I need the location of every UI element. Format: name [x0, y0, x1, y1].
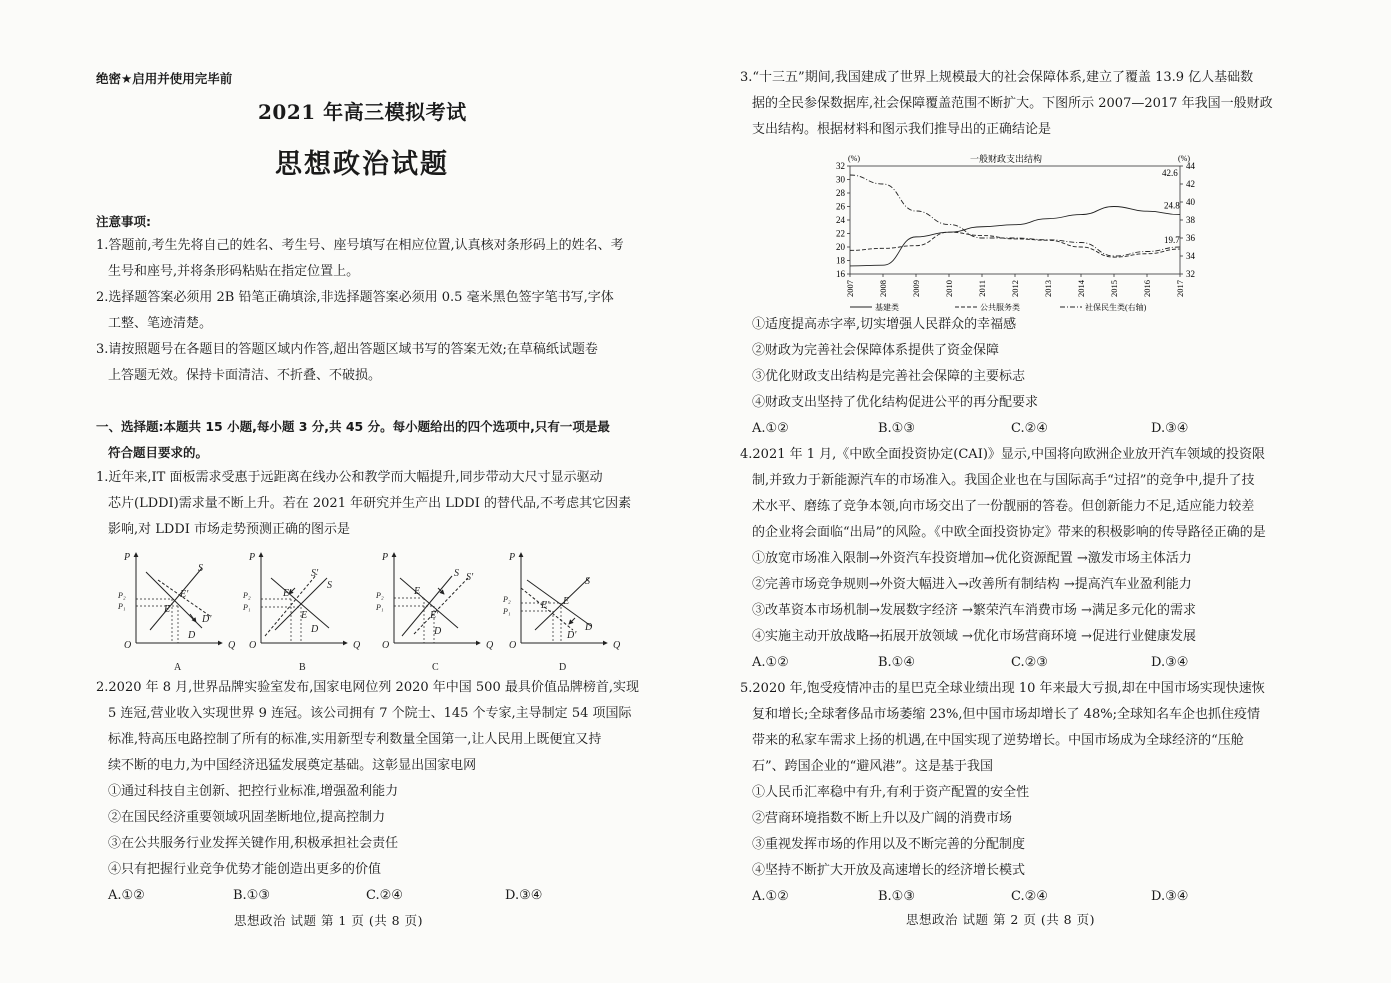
label: P₁: [376, 603, 384, 612]
label: P₂: [243, 591, 251, 600]
notice-line: 3.请按照题号在各题目的答题区域内作答,超出答题区域书写的答案无效;在草稿纸试题卷: [96, 342, 598, 357]
demand-line: [400, 578, 458, 628]
q5-item: ②营商环境指数不断上升以及广阔的消费市场: [752, 811, 1013, 826]
q2-stem: 续不断的电力,为中国经济迅猛发展奠定基础。这彰显出国家电网: [108, 758, 477, 773]
q1-stem: 芯片(LDDI)需求量不断上升。若在 2021 年研究并生产出 LDDI 的替代品,不考虑其它因素: [108, 496, 632, 511]
label: D: [585, 622, 593, 633]
series-line: [850, 175, 1180, 256]
q3-option-d[interactable]: D.③④: [1151, 421, 1189, 436]
q3-option-b[interactable]: B.①③: [878, 421, 915, 436]
label: E: [164, 604, 171, 615]
q5-item: ④坚持不断扩大开放及高速增长的经济增长模式: [752, 863, 1026, 878]
label: S: [585, 576, 590, 587]
q2-option-c[interactable]: C.②④: [366, 888, 403, 903]
x-tick-label: 2009: [911, 280, 921, 297]
label: S': [466, 572, 474, 583]
q2-item: ④只有把握行业竞争优势才能创造出更多的价值: [108, 862, 382, 877]
label: E': [541, 600, 550, 611]
page-footer: 思想政治 试题 第 2 页 (共 8 页): [906, 912, 1095, 927]
right-tick-label: 40: [1186, 197, 1195, 207]
label: Q: [228, 640, 236, 651]
label: D: [434, 626, 442, 637]
label: O: [249, 640, 257, 651]
q2-item: ③在公共服务行业发挥关键作用,积极承担社会责任: [108, 836, 399, 851]
q2-option-a[interactable]: A.①②: [108, 888, 145, 903]
q3-option-c[interactable]: C.②④: [1011, 421, 1048, 436]
label: P: [509, 552, 516, 563]
q5-item: ①人民币汇率稳中有升,有利于资产配置的安全性: [752, 785, 1030, 800]
label: P₂: [503, 595, 511, 604]
label: D': [202, 614, 212, 625]
plot-frame: [850, 166, 1180, 274]
left-tick-label: 16: [836, 269, 845, 279]
demand-line: [271, 578, 329, 628]
left-tick-label: 28: [836, 188, 845, 198]
notice-heading: 注意事项:: [96, 214, 151, 229]
left-axis-unit: (%): [848, 154, 860, 163]
label: D': [567, 630, 577, 641]
notice-line: 工整、笔迹清楚。: [108, 316, 213, 331]
q4-item: ②完善市场竞争规则→外资大幅进入→改善所有制结构 →提高汽车业盈利能力: [752, 577, 1192, 592]
q2-option-d[interactable]: D.③④: [505, 888, 543, 903]
notice-line: 1.答题前,考生先将自己的姓名、考生号、座号填写在相应位置,认真核对条形码上的姓名、考: [96, 238, 624, 253]
graph-b: [242, 552, 361, 673]
label: O: [382, 640, 390, 651]
label: E: [563, 596, 570, 607]
q4-item: ③改革资本市场机制→发展数字经济 →繁荣汽车消费市场 →满足多元化的需求: [752, 603, 1196, 618]
label: S': [311, 568, 319, 579]
q2-item: ②在国民经济重要领域巩固垄断地位,提高控制力: [108, 810, 386, 825]
label: S: [327, 580, 332, 591]
q3-stem: 支出结构。根据材料和图示我们推导出的正确结论是: [752, 122, 1052, 137]
x-tick-label: 2010: [944, 280, 954, 297]
q4-option-d[interactable]: D.③④: [1151, 655, 1189, 670]
notice-line: 上答题无效。保持卡面清洁、不折叠、不破损。: [108, 368, 382, 383]
x-tick-label: 2012: [1010, 280, 1020, 297]
q2-option-b[interactable]: B.①③: [233, 888, 270, 903]
q2-stem: 2.2020 年 8 月,世界品牌实验室发布,国家电网位列 2020 年中国 500 最具价值品牌榜首,实现: [96, 680, 639, 695]
series-line: [850, 207, 1180, 266]
q4-item: ④实施主动开放战略→拓展开放领域 →优化市场营商环境 →促进行业健康发展: [752, 629, 1196, 644]
q3-stem: 3.“十三五”期间,我国建成了世界上规模最大的社会保障体系,建立了覆盖 13.9 亿人基础数: [740, 70, 1254, 85]
section-heading: 符合题目要求的。: [108, 445, 209, 460]
label: E: [301, 610, 308, 621]
left-tick-label: 30: [836, 174, 845, 185]
label: Q: [613, 640, 621, 651]
label: O: [124, 640, 132, 651]
q4-option-a[interactable]: A.①②: [752, 655, 789, 670]
label: P: [249, 552, 256, 563]
label: P: [124, 552, 131, 563]
subject-title: 思想政治试题: [275, 149, 449, 180]
q1-stem: 影响,对 LDDI 市场走势预测正确的图示是: [108, 522, 351, 537]
q4-stem: 的企业将会面临“出局”的风险。《中欧全面投资协定》带来的积极影响的传导路径正确的是: [752, 525, 1266, 540]
label: E': [283, 588, 292, 599]
x-tick-label: 2014: [1076, 280, 1086, 297]
graph-c: [375, 552, 494, 673]
q5-option-d[interactable]: D.③④: [1151, 889, 1189, 904]
right-tick-label: 32: [1186, 269, 1195, 279]
q5-stem: 带来的私家车需求上扬的机遇,在中国实现了逆势增长。中国市场成为全球经济的“压舱: [752, 733, 1244, 748]
x-tick-label: 2007: [845, 280, 855, 297]
label: S: [454, 568, 459, 579]
legend-label: 社保民生类(右轴): [1085, 303, 1147, 312]
left-tick-label: 32: [836, 161, 845, 171]
label: Q: [486, 640, 494, 651]
x-tick-label: 2008: [878, 280, 888, 297]
x-tick-label: 2016: [1142, 280, 1152, 297]
left-tick-label: 22: [836, 228, 845, 239]
q1-graphs: [110, 548, 640, 676]
x-tick-label: 2017: [1175, 280, 1185, 297]
label: P₁: [503, 607, 511, 616]
label: P₁: [243, 603, 251, 612]
q2-item: ①通过科技自主创新、把控行业标准,增强盈利能力: [108, 784, 399, 799]
q2-stem: 标准,特高压电路控制了所有的标准,实用新型专利数量全国第一,让人民用上既便宜又持: [108, 732, 602, 747]
label: P₁: [118, 602, 126, 611]
q5-item: ③重视发挥市场的作用以及不断完善的分配制度: [752, 837, 1026, 852]
left-tick-label: 20: [836, 242, 845, 252]
label: E': [180, 589, 189, 600]
right-tick-label: 42: [1186, 179, 1195, 189]
annotation-label: 42.6: [1162, 168, 1178, 178]
label: O: [509, 640, 517, 651]
q4-item: ①放宽市场准入限制→外资汽车投资增加→优化资源配置 →激发市场主体活力: [752, 551, 1192, 566]
label: D: [311, 624, 319, 635]
left-tick-label: 18: [836, 255, 845, 266]
label: D: [188, 630, 196, 641]
q5-stem: 5.2020 年,饱受疫情冲击的星巴克全球业绩出现 10 年来最大亏损,却在中国市场实现快速恢: [740, 681, 1265, 696]
label: Q: [353, 640, 361, 651]
exam-title: 2021 年高三模拟考试: [258, 100, 467, 124]
confidential-stamp: 绝密★启用并使用完毕前: [96, 71, 233, 86]
left-tick-label: 26: [836, 201, 845, 212]
section-heading: 一、选择题:本题共 15 小题,每小题 3 分,共 45 分。每小题给出的四个选项中,只有一项是最: [96, 419, 610, 434]
label: P₂: [376, 591, 384, 600]
q2-stem: 5 连冠,营业收入实现世界 9 连冠。该公司拥有 7 个院士、145 个专家,主导制定 54 项国际: [108, 706, 632, 721]
end-value-label: 24.8: [1164, 200, 1180, 211]
q4-stem: 制,并致力于新能源汽车的市场准入。我国企业也在与国际高手“过招”的竞争中,提升了技: [752, 473, 1255, 488]
q3-option-a[interactable]: A.①②: [752, 421, 789, 436]
legend-label: 公共服务类: [980, 303, 1020, 312]
page-footer: 思想政治 试题 第 1 页 (共 8 页): [234, 913, 423, 928]
end-value-label: 19.7: [1164, 235, 1180, 246]
right-tick-label: 36: [1186, 233, 1195, 243]
q3-item: ①适度提高赤字率,切实增强人民群众的幸福感: [752, 317, 1017, 332]
label: S: [198, 563, 203, 574]
q5-option-c[interactable]: C.②④: [1011, 889, 1048, 904]
q3-item: ③优化财政支出结构是完善社会保障的主要标志: [752, 369, 1026, 384]
q3-stem: 据的全民参保数据库,社会保障覆盖范围不断扩大。下图所示 2007—2017 年我国一般财政: [752, 96, 1273, 111]
q5-stem: 石”、跨国企业的“避风港”。这是基于我国: [752, 759, 993, 774]
fiscal-chart: [820, 150, 1220, 316]
notice-line: 2.选择题答案必须用 2B 铅笔正确填涂,非选择题答案必须用 0.5 毫米黑色签字笔书写,字体: [96, 290, 614, 305]
label: P₂: [118, 591, 126, 600]
left-tick-label: 24: [836, 215, 845, 225]
q5-option-b[interactable]: B.①③: [878, 889, 915, 904]
notice-line: 生号和座号,并将条形码粘贴在指定位置上。: [108, 264, 360, 279]
option-letter: C: [432, 662, 439, 673]
legend-label: 基建类: [875, 303, 899, 312]
option-letter: B: [299, 662, 306, 673]
x-tick-label: 2013: [1043, 280, 1053, 297]
q5-stem: 复和增长;全球奢侈品市场萎缩 23%,但中国市场却增长了 48%;全球知名车企也抓住疫情: [752, 707, 1260, 722]
q4-stem: 4.2021 年 1 月,《中欧全面投资协定(CAI)》显示,中国将向欧洲企业放开汽车领域的投资限: [740, 447, 1266, 462]
x-tick-label: 2011: [977, 280, 987, 297]
q4-option-b[interactable]: B.①④: [878, 655, 915, 670]
q4-stem: 术水平、磨练了竞争本领,向市场交出了一份靓丽的答卷。但创新能力不足,适应能力较差: [752, 499, 1255, 514]
graph-a: [117, 552, 236, 673]
q5-option-a[interactable]: A.①②: [752, 889, 789, 904]
right-axis-unit: (%): [1178, 154, 1190, 163]
x-tick-label: 2015: [1109, 280, 1119, 297]
right-tick-label: 38: [1186, 215, 1195, 225]
label: E': [430, 610, 439, 621]
graph-d: [502, 552, 621, 673]
label: P: [382, 552, 389, 563]
option-letter: A: [174, 662, 182, 673]
q3-item: ②财政为完善社会保障体系提供了资金保障: [752, 343, 1000, 358]
option-letter: D: [559, 662, 567, 673]
q4-option-c[interactable]: C.②③: [1011, 655, 1048, 670]
right-tick-label: 34: [1186, 251, 1195, 261]
label: E: [414, 586, 421, 597]
q1-stem: 1.近年来,IT 面板需求受惠于远距离在线办公和教学而大幅提升,同步带动大尺寸显示驱动: [96, 470, 603, 485]
right-tick-label: 44: [1186, 161, 1195, 171]
q3-item: ④财政支出坚持了优化结构促进公平的再分配要求: [752, 395, 1039, 410]
chart-title: 一般财政支出结构: [970, 154, 1043, 164]
